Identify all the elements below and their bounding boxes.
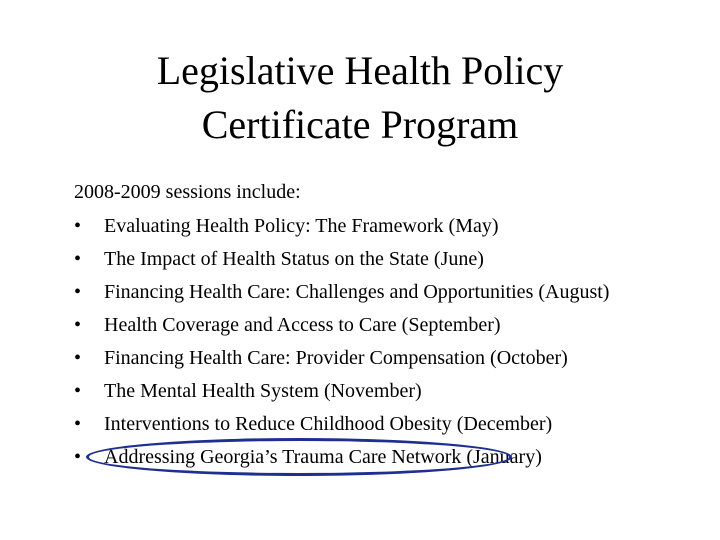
session-text: Addressing Georgia’s Trauma Care Network (January) [104,446,542,468]
bullet-icon: • [74,413,82,435]
session-item-october [74,346,674,370]
slide-title-line-1: Legislative Health Policy [156,48,564,93]
sessions-intro: 2008-2009 sessions include: [74,181,301,203]
session-item-june [74,247,674,271]
bullet-icon: • [74,347,82,369]
session-item-september [74,313,674,337]
bullet-icon: • [74,248,82,270]
session-item-december [74,412,674,436]
session-text: Financing Health Care: Challenges and Opportunities (August) [104,281,610,303]
bullet-icon: • [74,446,82,468]
highlight-oval-annotation [86,438,512,476]
session-text: Health Coverage and Access to Care (September) [104,314,501,336]
session-text: The Mental Health System (November) [104,380,422,402]
session-text: Interventions to Reduce Childhood Obesity (December) [104,413,553,435]
session-item-november [74,379,674,403]
session-text: Financing Health Care: Provider Compensation (October) [104,347,568,369]
session-item-august [74,280,674,304]
bullet-icon: • [74,281,82,303]
session-text: The Impact of Health Status on the State (June) [104,248,484,270]
slide-title-line-2: Certificate Program [201,102,519,147]
session-text: Evaluating Health Policy: The Framework (May) [104,215,499,237]
bullet-icon: • [74,314,82,336]
bullet-icon: • [74,215,82,237]
bullet-icon: • [74,380,82,402]
slide-title [60,44,660,152]
session-item-may [74,214,674,238]
